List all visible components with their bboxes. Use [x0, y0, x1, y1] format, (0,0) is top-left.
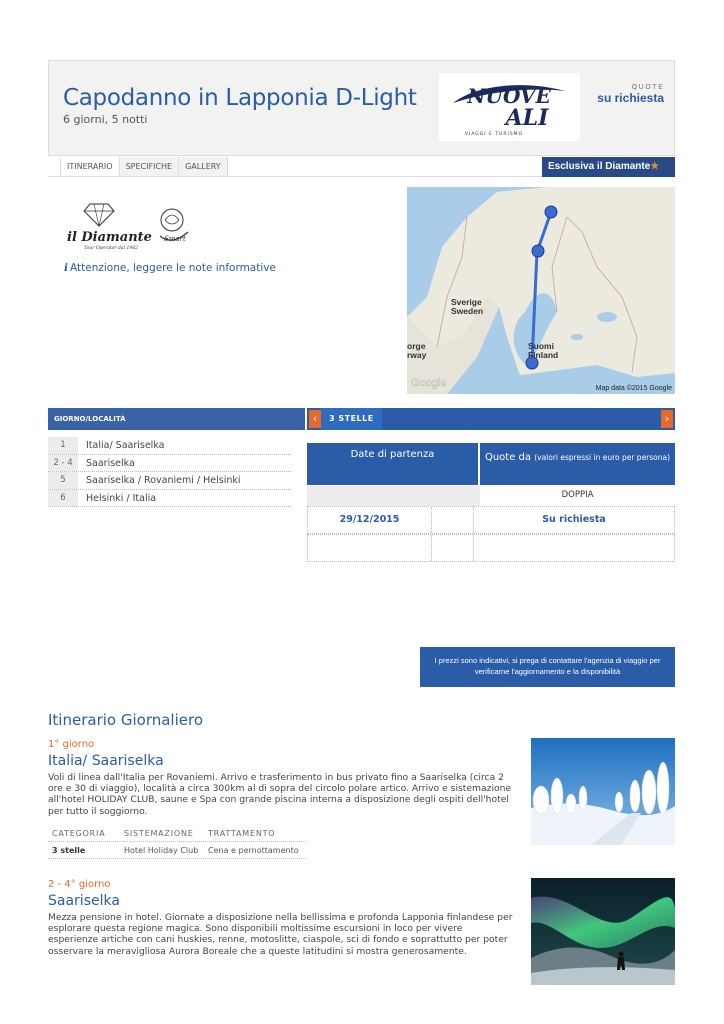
quote-value: su richiesta	[597, 91, 664, 105]
room-type-row	[307, 486, 675, 506]
next-arrow-icon[interactable]: ›	[661, 410, 673, 428]
itinerary-table	[48, 437, 291, 507]
map-pin-rovaniemi	[532, 245, 544, 257]
day-place: Saariselka	[86, 457, 135, 469]
duration: 6 giorni, 5 notti	[63, 113, 148, 126]
price-row	[307, 506, 675, 534]
day-place: Helsinki / Italia	[86, 492, 157, 504]
svg-text:Finland: Finland	[528, 350, 559, 360]
day-place: Italia/ Saariselka	[86, 440, 165, 451]
svg-text:NUOVE: NUOVE	[467, 84, 551, 108]
itinerary-table-header: GIORNO/LOCALITÀ	[48, 408, 305, 430]
tab-bar	[60, 157, 228, 177]
map-pin-saariselka	[545, 206, 557, 218]
price-value: Su richiesta	[542, 514, 606, 525]
quote-header-label: Quote da	[484, 452, 532, 463]
svg-text:orge: orge	[407, 341, 426, 351]
meal-plan: Cena e pernottamento	[208, 845, 299, 855]
prev-arrow-icon[interactable]: ‹	[309, 410, 321, 428]
day-block	[48, 739, 513, 859]
day-label: 1° giorno	[48, 739, 95, 750]
quote-header-note: (valori espressi in euro per persona)	[534, 453, 671, 462]
snowy-landscape-photo	[531, 738, 675, 845]
svg-text:Suomi: Suomi	[528, 341, 554, 351]
category-bar	[307, 408, 675, 430]
day-place: Saariselka / Rovaniemi / Helsinki	[86, 475, 241, 486]
table-row	[48, 455, 291, 473]
exclusive-badge	[542, 157, 675, 177]
svg-text:Sverige: Sverige	[451, 297, 482, 307]
seal-logo	[160, 209, 188, 243]
agency-logo	[439, 73, 580, 141]
day-number: 1	[48, 437, 78, 454]
header	[48, 60, 675, 156]
day-number: 6	[48, 490, 78, 507]
svg-text:rway: rway	[407, 350, 427, 360]
table-row	[48, 472, 291, 490]
aurora-photo	[531, 878, 675, 985]
tab-gallery[interactable]: GALLERY	[179, 157, 228, 177]
star-icon: ★	[650, 161, 660, 172]
quote-box	[597, 83, 664, 105]
day-number: 5	[48, 472, 78, 489]
info-note-text: Attenzione, leggere le note informative	[70, 262, 276, 274]
tab-specifiche[interactable]: SPECIFICHE	[120, 157, 180, 177]
info-icon: i	[64, 262, 68, 274]
brand-logos	[64, 200, 204, 256]
price-disclaimer: I prezzi sono indicativi, si prega di contattare l'agenzia di viaggio per verificarne l'aggiornamento e la disponibilità	[420, 647, 675, 687]
route-map[interactable]	[407, 187, 675, 394]
tab-itinerario[interactable]: ITINERARIO	[60, 157, 120, 177]
svg-text:VIAGGI E TURISMO: VIAGGI E TURISMO	[464, 132, 524, 137]
svg-text:Tour Operator dal 1982: Tour Operator dal 1982	[84, 246, 138, 251]
quote-column-header	[480, 443, 675, 485]
table-row	[48, 437, 291, 455]
diamante-logo	[67, 204, 152, 251]
day-title: Saariselka	[48, 893, 120, 909]
day-block	[48, 879, 513, 957]
accommodation-table	[48, 825, 306, 859]
day-description: Voli di linea dall'Italia per Rovaniemi. Arrivo e trasferimento in bus privato fino a Saariselka (circa 2 ore e 30 di viaggio), località a circa 300km al di sopra del circolo polare artico. Arrivo e sistemazione all'hotel HOLIDAY CLUB, saune e Spa con grande piscina interna a disposizione degli ospiti dell'hotel per tutto il soggiorno.	[48, 772, 512, 817]
day-title: Italia/ Saariselka	[48, 753, 164, 769]
departure-date: 29/12/2015	[308, 507, 432, 533]
svg-text:Google: Google	[411, 377, 447, 389]
category: 3 stelle	[52, 845, 86, 855]
dates-column-header: Date di partenza	[307, 443, 478, 485]
room-type: DOPPIA	[561, 490, 594, 500]
hotel: Hotel Holiday Club	[124, 845, 199, 855]
page-title: Capodanno in Lapponia D-Light	[63, 85, 417, 111]
day-description: Mezza pensione in hotel. Giornate a disposizione nella bellissima e profonda Lapponia finlandese per esplorare questa regione magica. Sono disponibili moltissime escursioni in loco per vivere esperienze artiche con cani huskies, renne, motoslitte, ciaspole, sci di fondo e soprattutto per poter osservare la meravigliosa Aurora Boreale che a queste latitudini si mostra generosamente.	[48, 912, 513, 957]
price-row-empty	[307, 534, 675, 562]
info-note[interactable]	[64, 262, 276, 274]
svg-text:il Diamante: il Diamante	[67, 230, 152, 245]
exclusive-label: Esclusiva il Diamante	[548, 161, 651, 172]
daily-section-title: Itinerario Giornaliero	[48, 711, 203, 729]
svg-text:Smart: Smart	[164, 235, 186, 243]
day-number: 2 - 4	[48, 455, 78, 472]
tab-3-stelle[interactable]: 3 STELLE	[321, 408, 382, 430]
divider	[48, 176, 542, 177]
day-label: 2 - 4° giorno	[48, 879, 111, 890]
table-row	[48, 490, 291, 508]
svg-text:Sweden: Sweden	[451, 306, 484, 316]
map-credit: Map data ©2015 Google	[595, 385, 672, 392]
svg-text:ALI: ALI	[505, 105, 549, 131]
quote-label: QUOTE	[631, 83, 664, 91]
accommodation-header: CATEGORIA SISTEMAZIONE TRATTAMENTO	[48, 825, 306, 842]
accommodation-row	[48, 842, 306, 859]
